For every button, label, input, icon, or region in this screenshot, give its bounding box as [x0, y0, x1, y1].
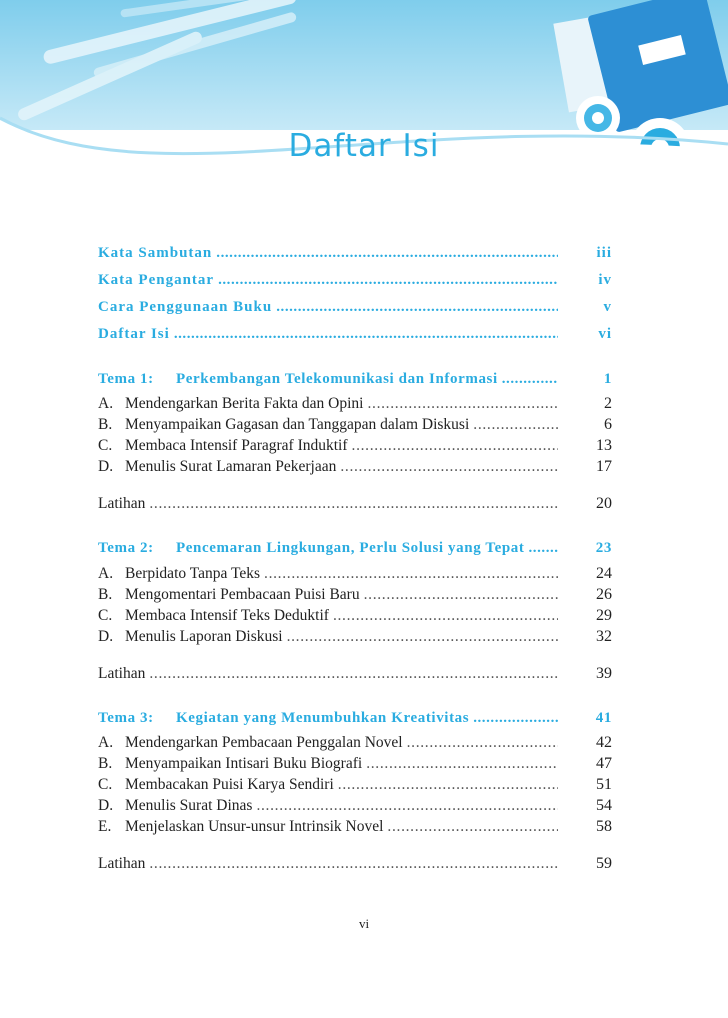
toc-item[interactable]: E. Menjelaskan Unsur-unsur Intrinsik Novel . . . 58	[98, 818, 612, 840]
toc-item[interactable]: B. Mengomentari Pembacaan Puisi Baru . . . 26	[98, 586, 612, 608]
toc-item[interactable]: D. Menulis Surat Lamaran Pekerjaan . . . 17	[98, 458, 612, 480]
toc-latihan[interactable]: Latihan . . . 39	[98, 665, 612, 687]
toc-entry[interactable]: Kata Pengantar . . . iv	[98, 272, 612, 294]
header-banner	[0, 0, 728, 200]
toc-item[interactable]: D. Menulis Surat Dinas . . . 54	[98, 797, 612, 819]
toc-entry[interactable]: Cara Penggunaan Buku . . . v	[98, 299, 612, 321]
page-number: vi	[358, 916, 370, 931]
toc-item[interactable]: A. Mendengarkan Berita Fakta dan Opini . . . 2	[98, 395, 612, 417]
page-title: Daftar Isi	[288, 128, 440, 164]
toc-item[interactable]: C. Membaca Intensif Paragraf Induktif . . . 13	[98, 437, 612, 459]
toc-entry[interactable]: Kata Sambutan . . . iii	[98, 245, 612, 267]
toc-latihan[interactable]: Latihan . . . 20	[98, 495, 612, 517]
toc-item[interactable]: C. Membacakan Puisi Karya Sendiri . . . 51	[98, 776, 612, 798]
toc-latihan[interactable]: Latihan . . . 59	[98, 855, 612, 877]
toc-item[interactable]: B. Menyampaikan Intisari Buku Biografi . . . 47	[98, 755, 612, 777]
theme-heading[interactable]: Tema 2: Pencemaran Lingkungan, Perlu Solusi yang Tepat . . . 23	[98, 540, 612, 562]
toc-item[interactable]: C. Membaca Intensif Teks Deduktif . . . 29	[98, 607, 612, 629]
toc-item[interactable]: B. Menyampaikan Gagasan dan Tanggapan dalam Diskusi . . . 6	[98, 416, 612, 438]
toc-item[interactable]: D. Menulis Laporan Diskusi . . . 32	[98, 628, 612, 650]
toc-entry[interactable]: Daftar Isi . . . vi	[98, 326, 612, 348]
toc-item[interactable]: A. Mendengarkan Pembacaan Penggalan Novel . . . 42	[98, 734, 612, 756]
toc-item[interactable]: A. Berpidato Tanpa Teks . . . 24	[98, 565, 612, 587]
theme-heading[interactable]: Tema 3: Kegiatan yang Menumbuhkan Kreativitas . . . 41	[98, 710, 612, 732]
theme-heading[interactable]: Tema 1: Perkembangan Telekomunikasi dan Informasi . . . 1	[98, 371, 612, 393]
